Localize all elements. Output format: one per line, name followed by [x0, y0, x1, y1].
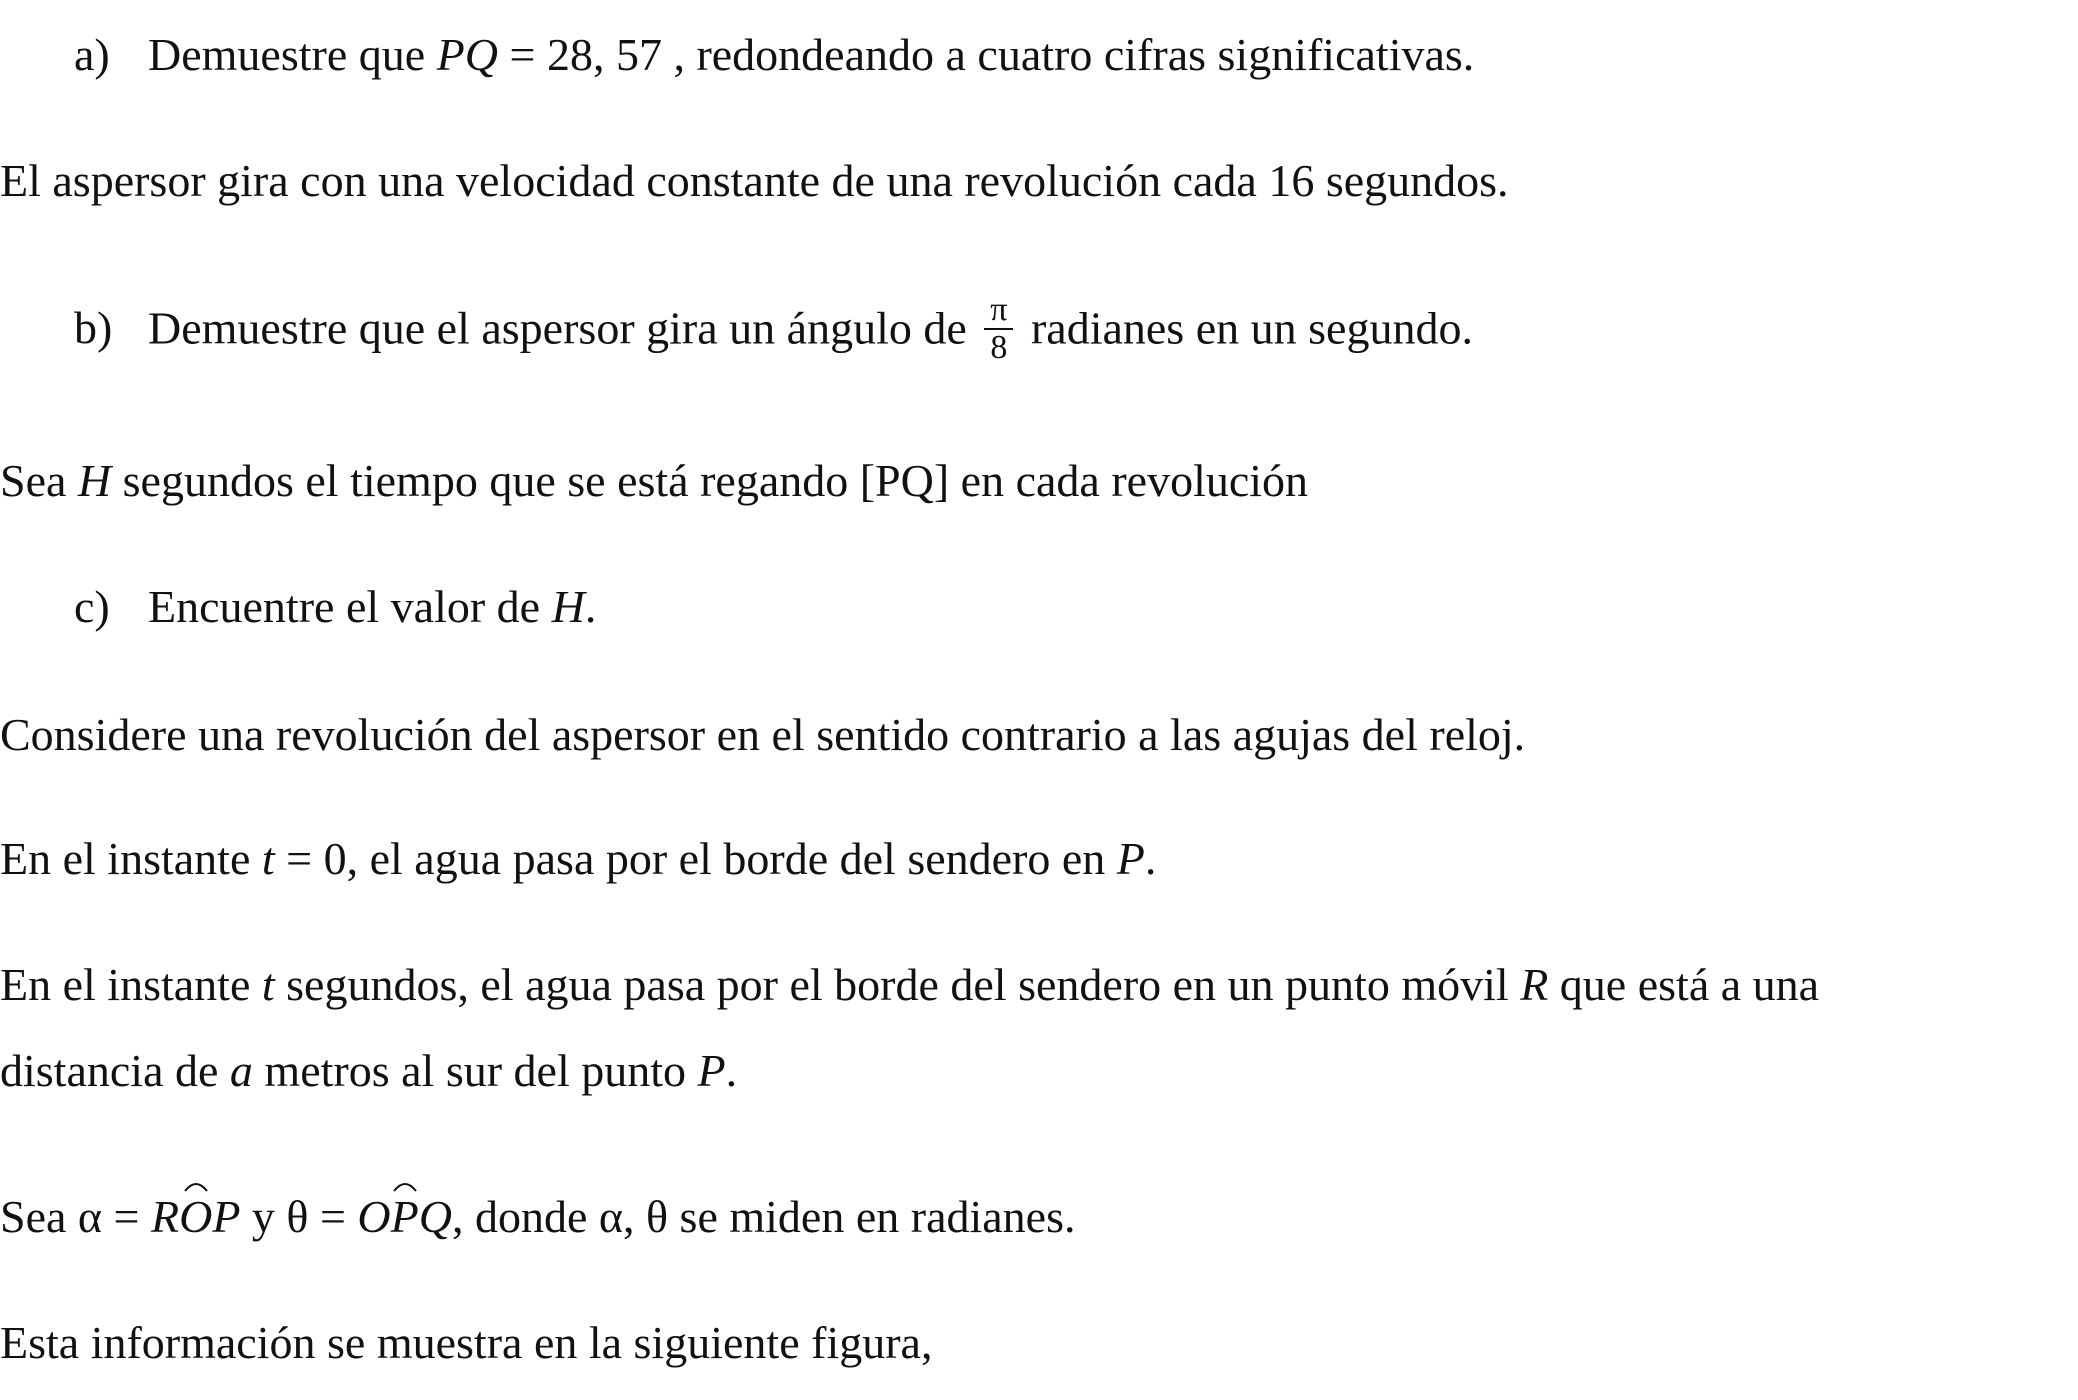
p4-math-t: t: [261, 833, 275, 884]
p7-text-2: y θ =: [240, 1191, 358, 1242]
p4-text-3: .: [1144, 833, 1157, 884]
hat-arc-icon: [392, 1180, 418, 1192]
p5-math-r: R: [1520, 959, 1549, 1010]
item-c-text-1: Encuentre el valor de: [148, 581, 552, 632]
p6-math-p: P: [697, 1045, 726, 1096]
angle-rop-r: R: [150, 1191, 180, 1242]
p5-text-3: que está a una: [1548, 959, 1820, 1010]
p5-text-1: En el instante: [0, 959, 262, 1010]
p4-text-1: En el instante: [0, 833, 262, 884]
angle-rop: [151, 1191, 240, 1242]
paragraph-moving-point-1: [0, 959, 1820, 1010]
angle-opq-o: O: [357, 1191, 391, 1242]
p2-text-1: Sea: [0, 455, 78, 506]
p2-text-2: segundos el tiempo que se está regando [PQ] en cada revolución: [111, 455, 1309, 506]
angle-rop-vertex: [179, 1191, 213, 1242]
p7-text-1: Sea α =: [0, 1191, 151, 1242]
paragraph-speed: El aspersor gira con una velocidad constante de una revolución cada 16 segundos.: [0, 155, 1509, 206]
angle-rop-p: P: [212, 1191, 241, 1242]
p6-text-1: distancia de: [0, 1045, 230, 1096]
paragraph-revolution: Considere una revolución del aspersor en el sentido contrario a las agujas del reloj.: [0, 709, 1526, 760]
item-c-label: c): [74, 581, 110, 632]
paragraph-t-zero: [0, 833, 1157, 884]
item-a-text-1: Demuestre que: [148, 29, 437, 80]
p4-text-2: = 0, el agua pasa por el borde del sendero en: [274, 833, 1117, 884]
p6-text-2: metros al sur del punto: [252, 1045, 698, 1096]
angle-opq: [357, 1191, 452, 1242]
angle-opq-p: P: [390, 1191, 419, 1242]
item-b-text-2: radianes en un segundo.: [1019, 302, 1473, 354]
item-a-math-pq: PQ: [436, 29, 498, 80]
p6-math-a: a: [229, 1045, 253, 1096]
fraction-numerator: π: [990, 291, 1008, 328]
angle-opq-q: Q: [418, 1191, 452, 1242]
p5-text-2: segundos, el agua pasa por el borde del sendero en un punto móvil: [274, 959, 1521, 1010]
p5-math-t: t: [261, 959, 275, 1010]
item-b-text-1: Demuestre que el aspersor gira un ángulo de: [148, 302, 979, 354]
item-a: [74, 29, 1475, 80]
paragraph-h-definition: [0, 455, 1309, 506]
angle-opq-vertex: [390, 1191, 419, 1242]
hat-arc-icon: [183, 1180, 209, 1192]
item-c-math-h: H: [551, 581, 585, 632]
p7-text-3: , donde α, θ se miden en radianes.: [451, 1191, 1076, 1242]
item-a-text-2: = 28, 57 , redondeando a cuatro cifras significativas.: [498, 29, 1475, 80]
p4-math-p: P: [1116, 833, 1145, 884]
paragraph-angles: [0, 1191, 1076, 1242]
item-a-label: a): [74, 29, 110, 80]
paragraph-figure-intro: Esta información se muestra en la siguiente figura,: [0, 1317, 933, 1368]
paragraph-moving-point-2: [0, 1045, 738, 1096]
item-b: [74, 291, 1473, 369]
p2-math-h: H: [77, 455, 112, 506]
item-b-label: b): [74, 302, 113, 354]
item-c-text-2: .: [584, 581, 597, 632]
fraction-pi-over-8: [984, 292, 1013, 365]
angle-rop-o: O: [179, 1191, 213, 1242]
item-c: [74, 581, 597, 632]
p6-text-3: .: [725, 1045, 738, 1096]
fraction-denominator: 8: [984, 328, 1013, 366]
